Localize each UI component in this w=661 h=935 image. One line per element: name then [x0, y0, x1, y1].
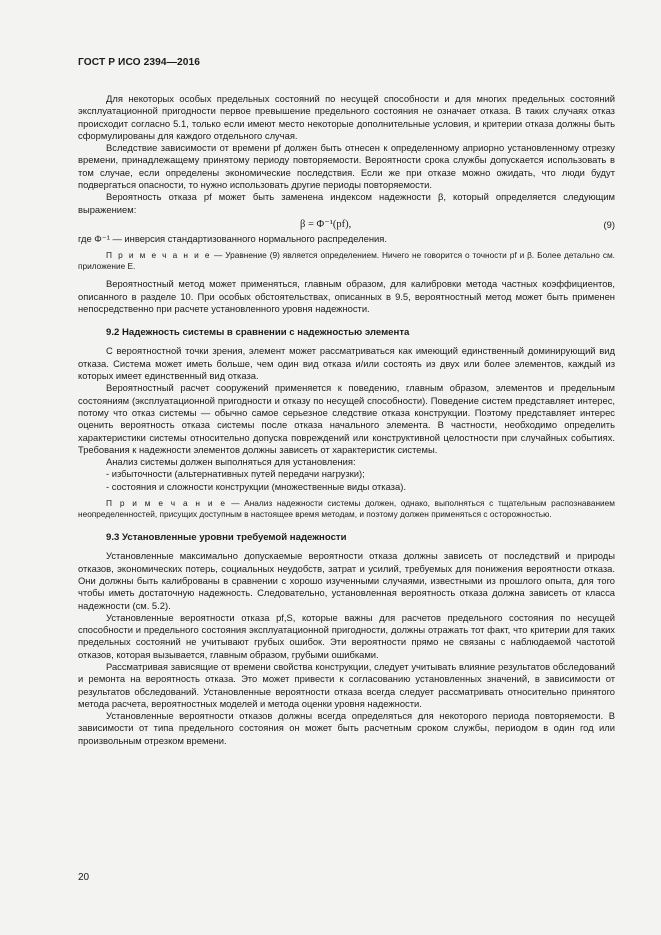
note [78, 250, 615, 272]
page-number: 20 [78, 872, 90, 883]
paragraph: С вероятностной точки зрения, элемент может рассматриваться как имеющий единственный доминирующий вид отказа. Система может иметь больше, чем один вид отказа и/или состоять из двух или более элементов, каждый из которых имеет единственный вид отказа. [78, 345, 615, 382]
document-body [78, 93, 615, 747]
note-label: П р и м е ч а н и е [106, 498, 227, 509]
paragraph: Анализ системы должен выполняться для установления: [106, 456, 356, 468]
note-label: П р и м е ч а н и е [106, 250, 212, 261]
note-text: — Анализ надежности системы должен, однако, выполняться с тщательным распознаванием неопределенностей, присущих доступным в настоящее время методам, и поэтому должен применяться с осторожностью. [78, 498, 615, 520]
note-text: — Уравнение (9) является определением. Ничего не говорится о точности pf и β. Более детально см. приложение Е. [78, 250, 615, 272]
list-item: - состояния и сложности конструкции (множественные виды отказа). [106, 480, 406, 492]
paragraph: Для некоторых особых предельных состояний по несущей способности и для многих предельных состояний эксплуатационной пригодности первое превышение предельного состояния не означает отказа. В таких случаях отказ происходит согласно 5.1, только если имеют место некоторые дополнительные условия, и критерии отказа должны быть сформулированы для каждого отдельного случая. [78, 93, 615, 141]
note [78, 498, 615, 520]
formula-explanation: где Φ⁻¹ — инверсия стандартизованного нормального распределения. [78, 232, 387, 244]
paragraph: Установленные максимально допускаемые вероятности отказа должны зависеть от последствий и природы отказов, экономических потерь, социальных неудобств, затрат и усилий, требуемых для понижения вероятности отказа. Они должны быть калиброваны в сравнении с хорошо изученными случаями, известными из прошлого опыта, для того чтобы иметь достаточную надежность. Следовательно, установленная вероятность отказа должна зависеть от класса надежности (см. 5.2). [78, 550, 615, 611]
paragraph: Рассматривая зависящие от времени свойства конструкции, следует учитывать влияние результатов обследований и ремонта на вероятность отказа. Это может привести к согласованию установленных значений, в зависимости от результатов обследований. Установленные вероятности отказа всегда следует рассматривать относительно принятого метода расчета, вероятностных моделей и метода оценки уровня надежности. [78, 660, 615, 709]
list-item: - избыточности (альтернативных путей передачи нагрузки); [106, 468, 365, 480]
section-heading-9-2: 9.2 Надежность системы в сравнении с надежностью элемента [106, 327, 410, 339]
paragraph: Вероятностный метод может применяться, главным образом, для калибровки метода частных коэффициентов, описанного в разделе 10. При особых обстоятельствах, описанных в 9.5, вероятностный метод может быть применен непосредственно при расчете установленного уровня надежности. [78, 278, 615, 314]
document-header: ГОСТ Р ИСО 2394—2016 [78, 57, 201, 68]
paragraph: Вследствие зависимости от времени pf должен быть отнесен к определенному априорно установленному отрезку времени, принадлежащему принятому периоду повторяемости. Вероятности срока службы допускается использовать в том случае, если определены экономические последствия. Если же при отказе можно ожидать, что люди будут подвергаться опасности, то нужно использовать другие периоды повторяемости. [78, 142, 615, 191]
formula-expression: β = Φ⁻¹(pf), [300, 218, 352, 230]
paragraph: Вероятностный расчет сооружений применяется к поведению, главным образом, элементов и предельным состояниям (эксплуатационной пригодности и отказу по несущей способности). Поведение систем представляет интерес, потому что отказ системы — обычно самое серьезное следствие отказа конструкции. Поэтому представляет интерес оценить вероятность отказа системы после отказа начального элемента. В частности, необходимо определить характеристики системы относительно допуска повреждений или конструктивной целостности при случайных событиях. Требования к надежности элементов должны зависеть от характеристик системы. [78, 382, 615, 455]
paragraph: Установленные вероятности отказов должны всегда определяться для некоторого периода повторяемости. В зависимости от типа предельного состояния он может быть расчетным сроком службы, периодом в один год или произвольным отрезком времени. [78, 710, 615, 746]
formula-9 [78, 219, 615, 233]
paragraph: Вероятность отказа pf может быть заменена индексом надежности β, который определяется следующим выражением: [78, 191, 615, 215]
formula-number: (9) [603, 218, 615, 230]
section-heading-9-3: 9.3 Установленные уровни требуемой надежности [106, 532, 347, 544]
paragraph: Установленные вероятности отказа pf,S, которые важны для расчетов предельного состояния по несущей способности и предельного состояния эксплуатационной пригодности, должны отражать тот факт, что критерии для таких предельных состояний не учитывают грубых ошибок. Эти вероятности прямо не связаны с наблюдаемой частотой отказов, которая вызывается, главным образом, грубыми ошибками. [78, 611, 615, 660]
